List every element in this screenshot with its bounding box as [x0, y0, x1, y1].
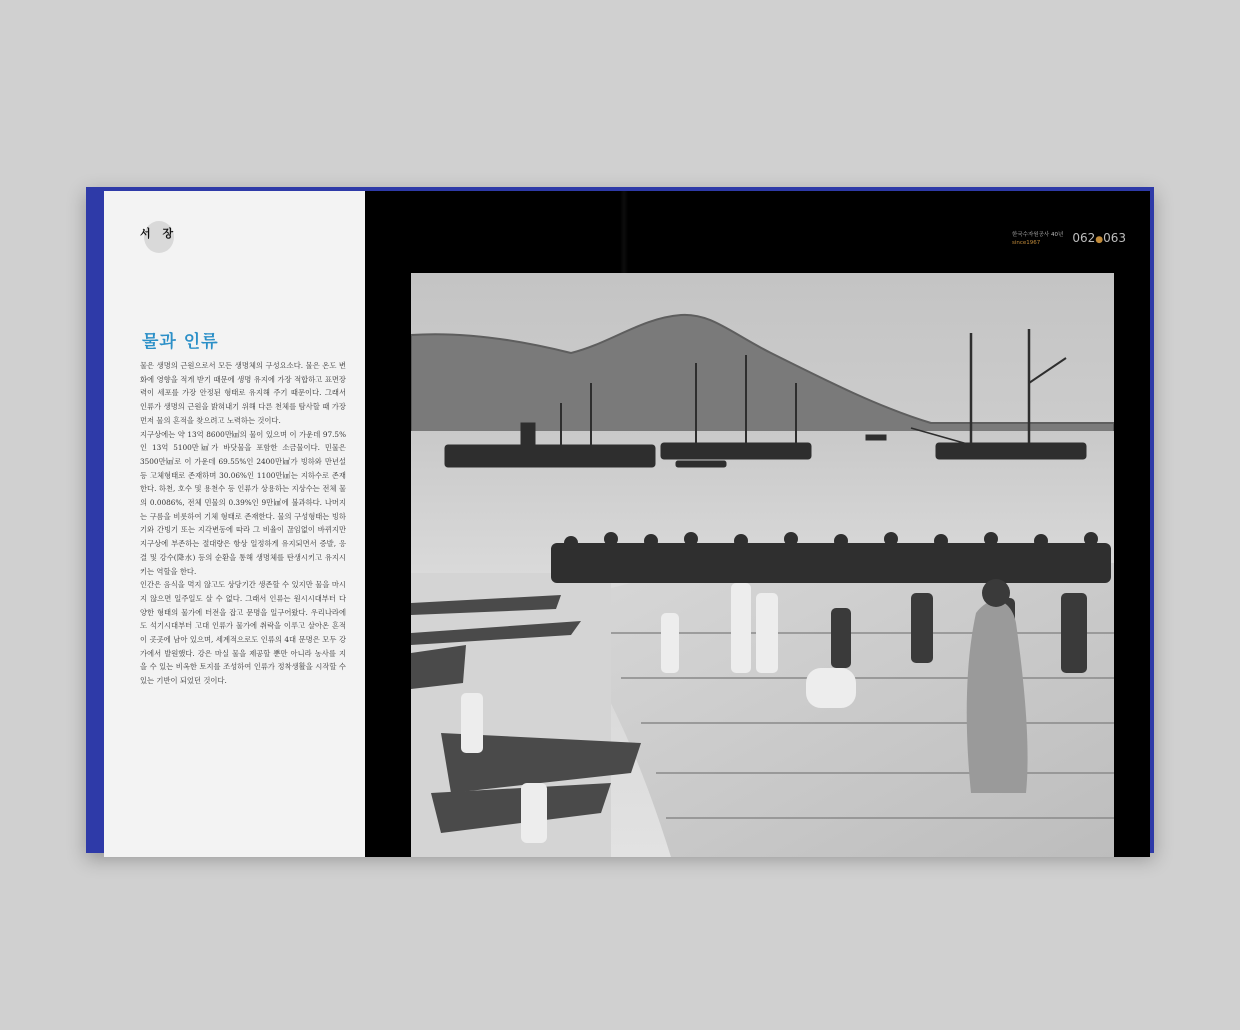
- company-name: 한국수자원공사 40년: [1012, 232, 1064, 238]
- book-spread: [104, 191, 1150, 857]
- body-text: [140, 359, 346, 688]
- section-label: 서 장: [140, 227, 178, 240]
- chapter-title: 물과 인류: [142, 332, 219, 352]
- page-number-right: 063: [1103, 231, 1127, 245]
- harbor-photograph: [411, 273, 1114, 857]
- dot-icon: ●: [1095, 235, 1104, 245]
- paragraph: 인간은 음식을 먹지 않고도 상당기간 생존할 수 있지만 물을 마시지 않으면 일주일도 살 수 없다. 그래서 인류는 원시시대부터 다양한 형태의 물가에 터전을 잡고 문명을 일구어왔다. 우리나라에도 석기시대부터 고대 인류가 물가에 취락을 이루고 살아온 흔적이 곳곳에 남아 있으며, 세계적으로도 인류의 4대 문명은 모두 강가에서 발원했다. 강은 마실 물을 제공할 뿐만 아니라 농사를 지을 수 있는 비옥한 토지를 조성하여 인류가 정착생활을 시작할 수 있는 기반이 되었던 것이다.: [140, 580, 346, 686]
- paragraph: 물은 생명의 근원으로서 모든 생명체의 구성요소다. 물은 온도 변화에 영향을 적게 받기 때문에 생명 유지에 가장 적합하고 표면장력이 세포를 가장 안정된 형태로 유지해 주기 때문이다. 그래서 인류가 생명의 근원을 밝혀내기 위해 다른 천체를 탐사할 때 가장 먼저 물의 흔적을 찾으려고 노력하는 것이다.: [140, 361, 346, 425]
- page-number-left: 062: [1072, 231, 1096, 245]
- section-mark: [140, 219, 176, 255]
- harbor-photo-illustration: [411, 273, 1114, 857]
- left-page-text-panel: [104, 191, 365, 857]
- since-label: since1967: [1012, 240, 1041, 246]
- page-numbers: [1072, 231, 1126, 245]
- folio: [1012, 227, 1126, 246]
- paragraph: 지구상에는 약 13억 8600만㎦의 물이 있으며 이 가운데 97.5%인 13억 5100만㎦가 바닷물을 포함한 소금물이다. 민물은 3500만㎦로 이 가운데 69.55%인 2400만㎦가 빙하와 만년설 등 고체형태로 존재하며 30.06%인 1100만㎦는 지하수로 존재한다. 하천, 호수 및 용천수 등 인류가 상용하는 지상수는 전체 물의 0.0086%, 전체 민물의 0.39%인 9만㎦에 불과하다. 나머지는 구름을 비롯하여 기체 형태로 존재한다. 물의 구성형태는 빙하기와 간빙기 또는 지각변동에 따라 그 비율이 끊임없이 바뀌지만 지구상에 부존하는 절대량은 항상 일정하게 유지되면서 증발, 응결 및 강수(降水) 등의 순환을 통해 생명체를 탄생시키고 유지시키는 역할을 한다.: [140, 429, 346, 576]
